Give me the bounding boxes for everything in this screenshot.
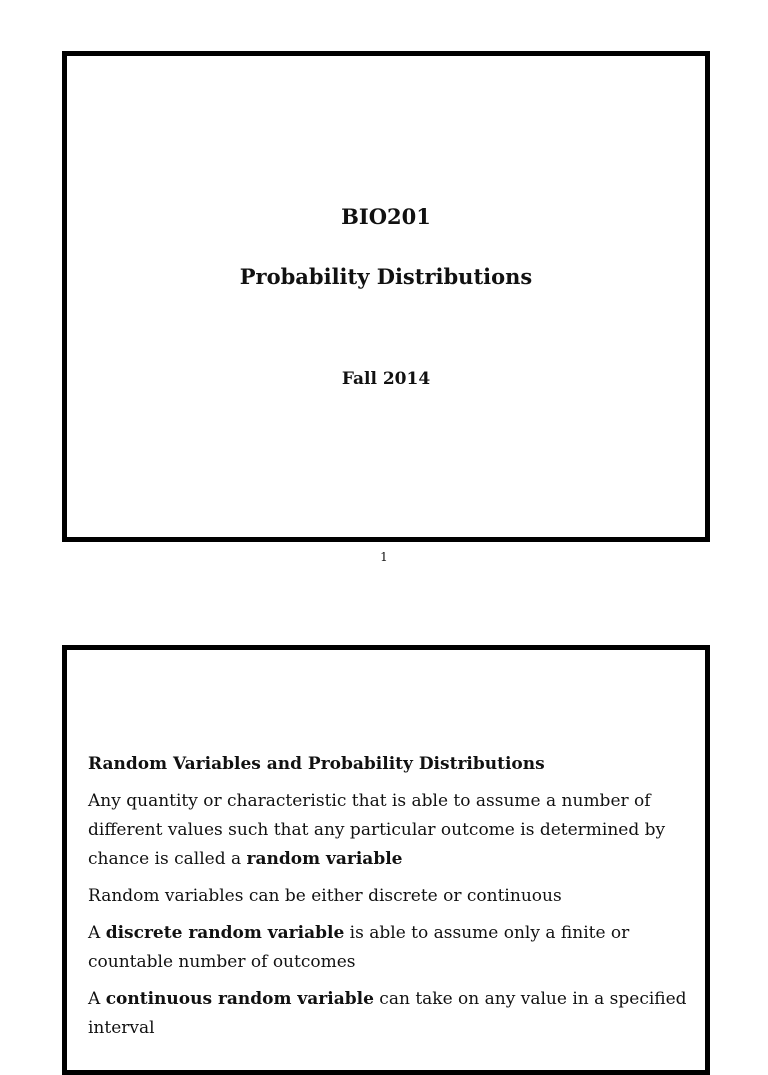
term-label: Fall 2014 (341, 369, 431, 389)
paragraph-continuous (88, 985, 688, 1043)
paragraph-random-variable (88, 787, 688, 874)
paragraph-text: is able to assume only a finite or countable number of outcomes (88, 923, 630, 972)
paragraph-types: Random variables can be either discrete or continuous (88, 886, 562, 906)
paragraph-text: A (88, 989, 106, 1009)
section-heading: Random Variables and Probability Distributions (88, 754, 545, 774)
course-code: BIO201 (341, 204, 431, 229)
term-continuous-random-variable: continuous random variable (105, 989, 374, 1009)
paragraph-text: A (88, 923, 106, 943)
slide-title: Probability Distributions (239, 264, 533, 289)
paragraph-text: Any quantity or characteristic that is able to assume a number of different values such that any particular outcome is determined by chance is called a (88, 791, 666, 869)
term-random-variable: random variable (246, 849, 403, 869)
paragraph-text: can take on any value in a specified interval (88, 989, 687, 1038)
term-discrete-random-variable: discrete random variable (105, 923, 345, 943)
slide-content (88, 750, 688, 1051)
content-slide (62, 645, 710, 1075)
page-number: 1 (380, 550, 388, 564)
paragraph-discrete (88, 919, 688, 977)
title-slide (62, 51, 710, 542)
